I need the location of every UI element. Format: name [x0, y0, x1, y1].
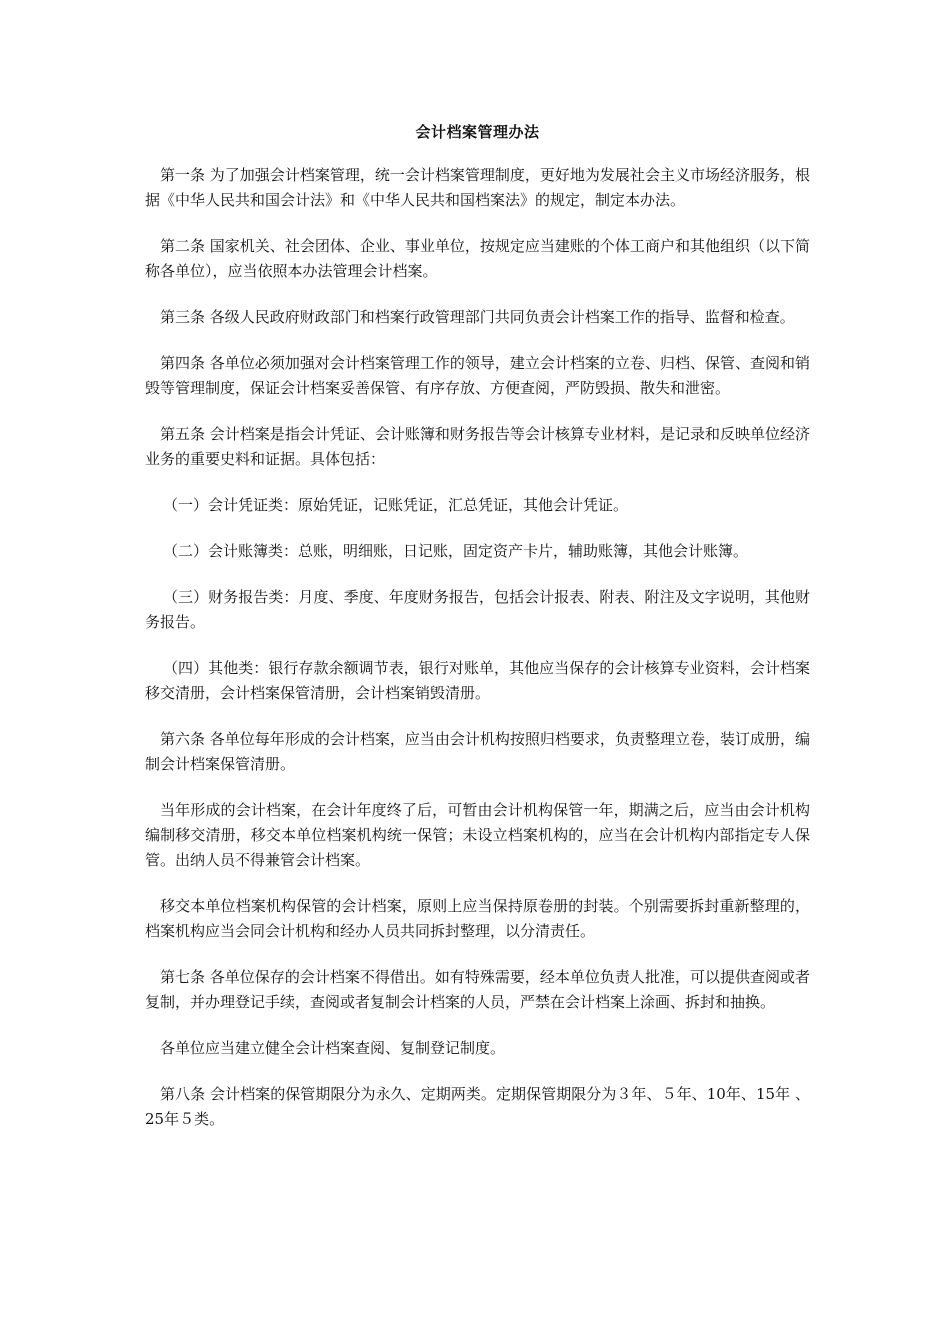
article-5-item-1: （一）会计凭证类：原始凭证，记账凭证，汇总凭证，其他会计凭证。 — [163, 496, 629, 514]
article-4: 第四条 各单位必须加强对会计档案管理工作的领导，建立会计档案的立卷、归档、保管、查阅和销毁等管理制度，保证会计档案妥善保管、有序存放、方便查阅，严防毁损、散失和泄密。 — [145, 354, 810, 397]
article-5-item-3: （三）财务报告类：月度、季度、年度财务报告，包括会计报表、附表、附注及文字说明，其他财务报告。 — [145, 588, 810, 631]
article-6: 第六条 各单位每年形成的会计档案，应当由会计机构按照归档要求，负责整理立卷，装订成册，编制会计档案保管清册。 — [145, 730, 810, 773]
article-8: 第八条 会计档案的保管期限分为永久、定期两类。定期保管期限分为３年、５年、10年、15年 、25年５类。 — [145, 1085, 810, 1128]
article-7: 第七条 各单位保存的会计档案不得借出。如有特殊需要，经本单位负责人批准，可以提供查阅或者复制，并办理登记手续，查阅或者复制会计档案的人员，严禁在会计档案上涂画、拆封和抽换。 — [145, 968, 810, 1011]
article-5-item-2: （二）会计账簿类：总账，明细账，日记账，固定资产卡片，辅助账簿，其他会计账簿。 — [163, 542, 749, 560]
article-5-item-4: （四）其他类：银行存款余额调节表，银行对账单，其他应当保存的会计核算专业资料，会计档案移交清册，会计档案保管清册，会计档案销毁清册。 — [145, 659, 810, 702]
article-3: 第三条 各级人民政府财政部门和档案行政管理部门共同负责会计档案工作的指导、监督和检查。 — [160, 308, 795, 326]
article-6-paragraph-3: 移交本单位档案机构保管的会计档案，原则上应当保持原卷册的封装。个别需要拆封重新整理的，档案机构应当会同会计机构和经办人员共同拆封整理，以分清责任。 — [145, 897, 810, 940]
article-1: 第一条 为了加强会计档案管理，统一会计档案管理制度，更好地为发展社会主义市场经济服务，根据《中华人民共和国会计法》和《中华人民共和国档案法》的规定，制定本办法。 — [145, 166, 810, 209]
article-6-paragraph-2: 当年形成的会计档案，在会计年度终了后，可暂由会计机构保管一年，期满之后，应当由会计机构编制移交清册，移交本单位档案机构统一保管；未设立档案机构的，应当在会计机构内部指定专人保管。出纳人员不得兼管会计档案。 — [145, 801, 810, 869]
document-title: 会计档案管理办法 — [415, 123, 540, 141]
article-2: 第二条 国家机关、社会团体、企业、事业单位，按规定应当建账的个体工商户和其他组织（以下简称各单位），应当依照本办法管理会计档案。 — [145, 237, 810, 280]
document-body — [145, 122, 810, 1153]
article-5: 第五条 会计档案是指会计凭证、会计账簿和财务报告等会计核算专业材料，是记录和反映单位经济业务的重要史料和证据。具体包括： — [145, 425, 810, 468]
article-7-paragraph-2: 各单位应当建立健全会计档案查阅、复制登记制度。 — [160, 1039, 506, 1057]
